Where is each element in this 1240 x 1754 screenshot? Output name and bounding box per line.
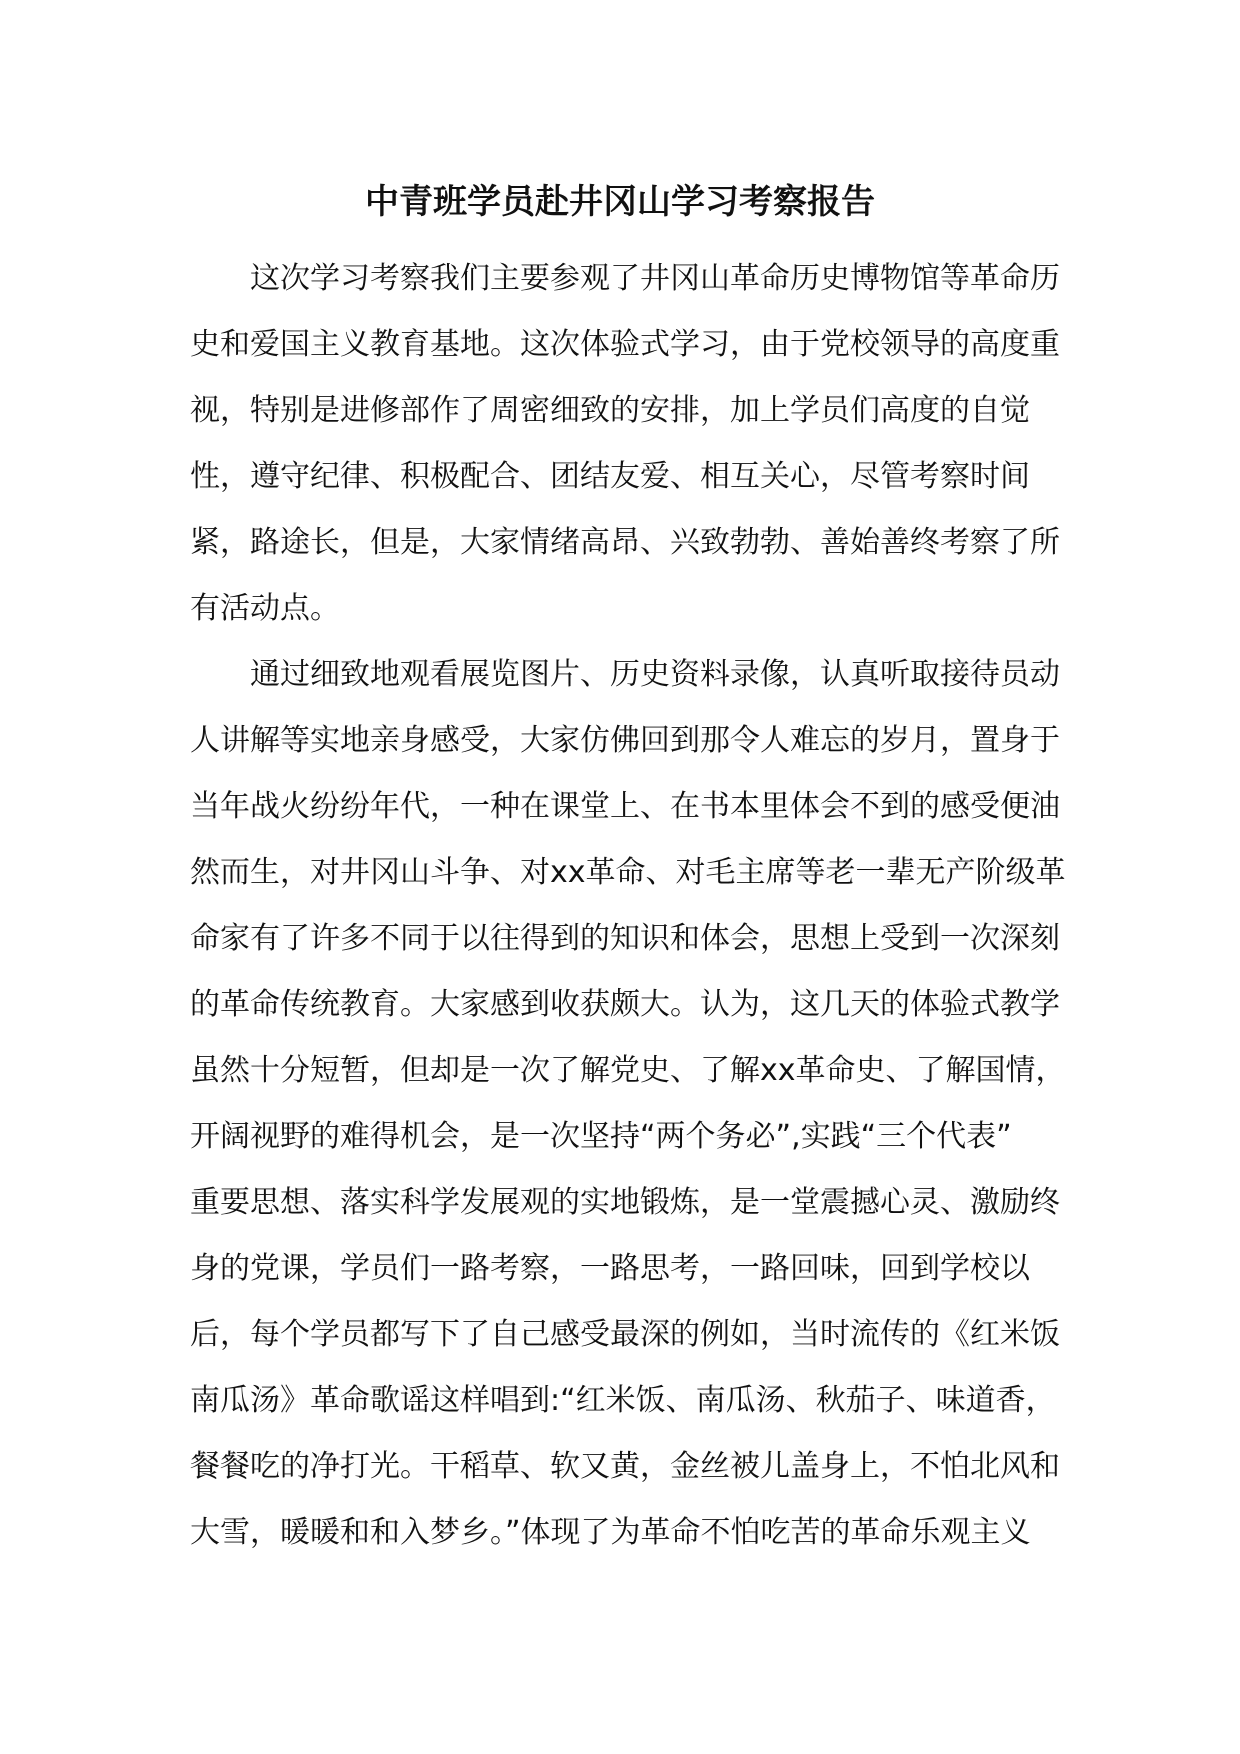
- paragraph-line: 这次学习考察我们主要参观了井冈山革命历史博物馆等革命历: [250, 261, 1060, 296]
- paragraph-line: 通过细致地观看展览图片、历史资料录像，认真听取接待员动: [250, 657, 1060, 692]
- paragraph-line: 虽然十分短暂，但却是一次了解党史、了解xx革命史、了解国情，: [190, 1053, 1066, 1088]
- paragraph-line: 人讲解等实地亲身感受，大家仿佛回到那令人难忘的岁月，置身于: [190, 723, 1060, 758]
- document-title: 中青班学员赴井冈山学习考察报告: [365, 182, 875, 222]
- document-body: [190, 246, 1070, 1566]
- paragraph-1: [190, 246, 1070, 642]
- paragraph-line: 的革命传统教育。大家感到收获颇大。认为，这几天的体验式教学: [190, 987, 1060, 1022]
- paragraph-line: 餐餐吃的净打光。干稻草、软又黄，金丝被儿盖身上，不怕北风和: [190, 1449, 1060, 1484]
- paragraph-line: 紧，路途长，但是，大家情绪高昂、兴致勃勃、善始善终考察了所: [190, 525, 1060, 560]
- paragraph-line: 后，每个学员都写下了自己感受最深的例如，当时流传的《红米饭: [190, 1317, 1060, 1352]
- paragraph-line: 大雪，暖暖和和入梦乡。”体现了为革命不怕吃苦的革命乐观主义: [190, 1515, 1031, 1550]
- paragraph-line: 性，遵守纪律、积极配合、团结友爱、相互关心，尽管考察时间: [190, 459, 1030, 494]
- paragraph-2: [190, 642, 1070, 1566]
- paragraph-line: 身的党课，学员们一路考察，一路思考，一路回味，回到学校以: [190, 1251, 1030, 1286]
- paragraph-line: 史和爱国主义教育基地。这次体验式学习，由于党校领导的高度重: [190, 327, 1060, 362]
- paragraph-line: 命家有了许多不同于以往得到的知识和体会，思想上受到一次深刻: [190, 921, 1060, 956]
- paragraph-line: 开阔视野的难得机会，是一次坚持“两个务必”,实践“三个代表”: [190, 1119, 1012, 1154]
- paragraph-line: 有活动点。: [190, 591, 340, 626]
- paragraph-line: 重要思想、落实科学发展观的实地锻炼，是一堂震撼心灵、激励终: [190, 1185, 1060, 1220]
- paragraph-line: 南瓜汤》革命歌谣这样唱到:“红米饭、南瓜汤、秋茄子、味道香，: [190, 1383, 1056, 1418]
- paragraph-line: 然而生，对井冈山斗争、对xx革命、对毛主席等老一辈无产阶级革: [190, 855, 1066, 890]
- paragraph-line: 视，特别是进修部作了周密细致的安排，加上学员们高度的自觉: [190, 393, 1030, 428]
- paragraph-line: 当年战火纷纷年代，一种在课堂上、在书本里体会不到的感受便油: [190, 789, 1060, 824]
